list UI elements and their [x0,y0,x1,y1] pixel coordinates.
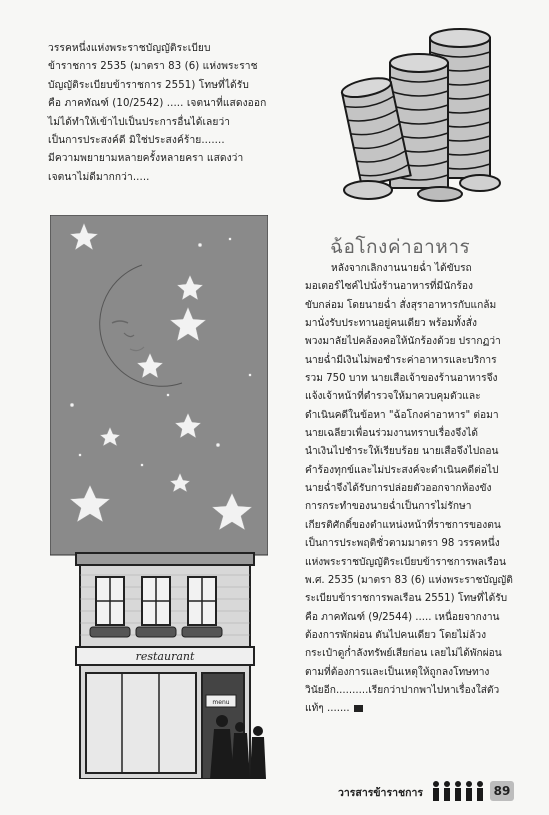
article-title: ฉ้อโกงค่าอาหาร [330,236,471,258]
right-line: พวงมาลัยไปคล้องคอให้นักร้องด้วย ปรากฏว่า [305,336,501,348]
right-line: มานั่งรับประทานอยู่คนเดียว พร้อมทั้งสั่ง [305,318,477,330]
right-line: คือ ภาคทัณฑ์ (9/2544) ..... เหนื่อยจากงาน [305,611,500,623]
right-line: นายฉ่ำจึงได้รับการปล่อยตัวออกจากห้องขัง [305,483,492,495]
right-line: แจ้งเจ้าหน้าที่ตำรวจให้มาควบคุมตัวและ [305,391,481,403]
page-footer [338,778,518,804]
right-line: ดำเนินคดีในข้อหา "ฉ้อโกงค่าอาหาร" ต่อมา [305,409,499,421]
coin-stack-illustration [330,18,510,203]
menu-board-text: menu [212,699,230,706]
left-line: เจตนาไม่ดีมากกว่า..... [48,171,150,183]
right-line: หลังจากเลิกงานนายฉ่ำ ได้ขับรถ [331,263,472,274]
right-line-last [305,700,517,718]
page-number: 89 [490,781,514,801]
right-line-text: แท้ๆ ....... [305,703,350,715]
right-line: มอเตอร์ไซค์ไปนั่งร้านอาหารที่มีนักร้อง [305,281,473,293]
people-group-icon [430,780,486,802]
right-line: นำเงินไปชำระให้เรียบร้อย นายเสือจึงไปถอน [305,446,499,458]
right-line: ตามที่ต้องการและเป็นเหตุให้ถูกลงโทษทาง [305,666,490,678]
left-line: ข้าราชการ 2535 (มาตรา 83 (6) แห่งพระราช [48,61,258,73]
left-paragraph [48,40,280,187]
right-line: คำร้องทุกข์และไม่ประสงค์จะดำเนินคดีต่อไป [305,464,499,476]
right-line: ต้องการพักผ่อน ตันไปคนเดียว โดยไม่ล้วง [305,629,487,641]
left-line: ไม่ได้ทำให้เข้าไปเป็นประการอื่นได้เลยว่า [48,116,231,128]
left-line: คือ ภาคทัณฑ์ (10/2542) ..... เจตนาที่แสดงออก [48,98,267,110]
right-line: เกียรติศักดิ์ของตำแหน่งหน้าที่ราชการของตน [305,519,501,531]
right-line: เป็นการประพฤติชั่วตามมาตรา 98 วรรคหนึ่ง [305,538,500,550]
left-line: มีความพยายามหลายครั้งหลายครา แสดงว่า [48,153,244,165]
right-line: พ.ศ. 2535 (มาตรา 83 (6) แห่งพระราชบัญญัติ [305,574,513,586]
people-silhouette [210,715,266,779]
right-line: ระเบียบข้าราชการพลเรือน 2551) โทษที่ได้รับ [305,593,508,605]
right-paragraph [305,260,517,719]
right-line: นายเฉลียวเพื่อนร่วมงานทราบเรื่องจึงได้ [305,428,478,440]
left-line: บัญญัติระเบียบข้าราชการ 2551) โทษที่ได้รับ [48,79,249,91]
right-line: ขับกล่อม โดยนายฉ่ำ สั่งสุราอาหารกับแกล้ม [305,299,497,311]
right-line: วินัยอีก..........เรียกว่าปากพาไปหาเรื่องใส่ตัว [305,684,500,696]
left-line: เป็นการประสงค์ดี มิใช่ประสงค์ร้าย....... [48,135,225,147]
restaurant-sign-text: restaurant [135,650,195,663]
right-line: กระเป๋าดูก่ำลังทรัพย์เสียก่อน เลยไม่ได้พักผ่อน [305,648,502,660]
end-mark-icon [354,705,363,712]
night-restaurant-illustration [50,215,268,779]
journal-name: วารสารข้าราชการ [338,787,424,799]
left-line: วรรคหนึ่งแห่งพระราชบัญญัติระเบียบ [48,43,211,54]
right-line: รวม 750 บาท นายเสือเจ้าของร้านอาหารจึง [305,373,498,385]
right-line: การกระทำของนายฉ่ำเป็นการไม่รักษา [305,501,472,513]
right-line: นายฉ่ำมีเงินไม่พอชำระค่าอาหารและบริการ [305,354,497,366]
right-line: แห่งพระราชบัญญัติระเบียบข้าราชการพลเรือน [305,556,506,568]
restaurant-building [76,553,266,779]
